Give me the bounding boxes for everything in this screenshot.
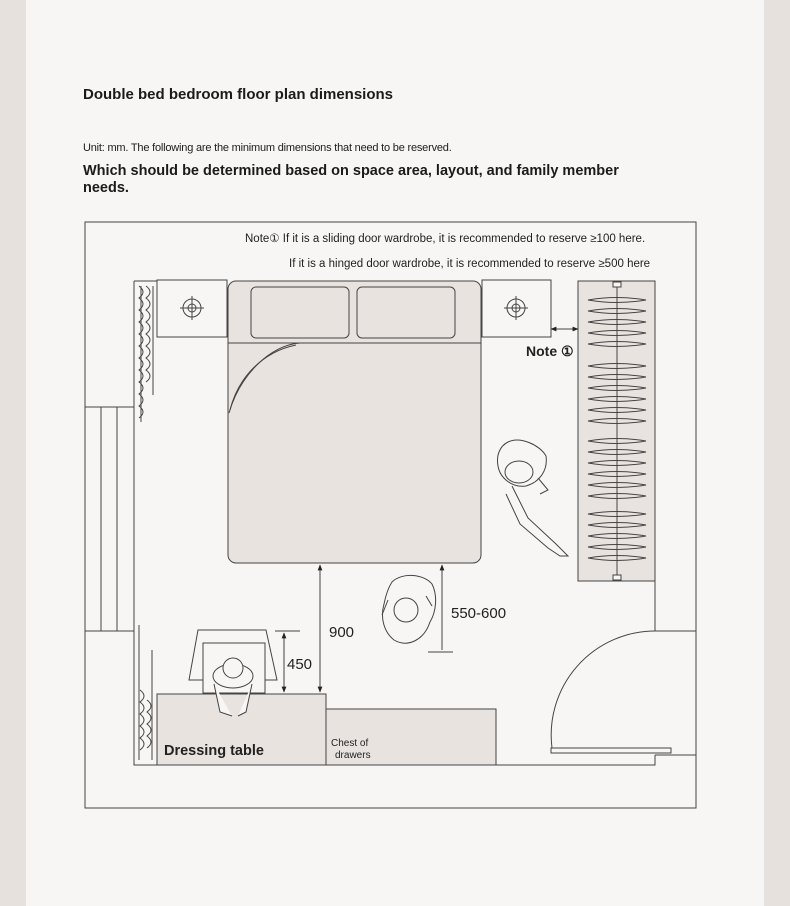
person-opening-wardrobe: [497, 440, 568, 556]
note-marker: Note ①: [526, 343, 574, 359]
note-line-1: Note① If it is a sliding door wardrobe, it is recommended to reserve ≥100 here.: [245, 233, 646, 245]
nightstand-left: [157, 280, 227, 337]
dimension-550-600-label: 550-600: [451, 605, 507, 622]
unit-note: Unit: mm. The following are the minimum dimensions that need to be reserved.: [83, 142, 452, 154]
double-bed: [228, 281, 481, 563]
standing-person: [382, 575, 436, 643]
nightstand-right: [482, 280, 551, 337]
curtain-top: [139, 286, 153, 422]
note-line-2: If it is a hinged door wardrobe, it is recommended to reserve ≥500 here: [289, 258, 651, 270]
wardrobe: [578, 281, 655, 581]
subtitle: Which should be determined based on space area, layout, and family member needs.: [83, 163, 619, 196]
dimension-900-label: 900: [329, 624, 355, 641]
dimension-450-label: 450: [287, 656, 313, 673]
hinged-door: [551, 631, 671, 753]
curtain-bottom: [139, 625, 152, 760]
chest-label-line-1: Chest of: [331, 738, 369, 749]
page-title: Double bed bedroom floor plan dimensions: [83, 86, 394, 103]
chest-label-line-2: drawers: [335, 750, 371, 761]
window: [85, 407, 134, 631]
dressing-table-label: Dressing table: [164, 743, 264, 759]
